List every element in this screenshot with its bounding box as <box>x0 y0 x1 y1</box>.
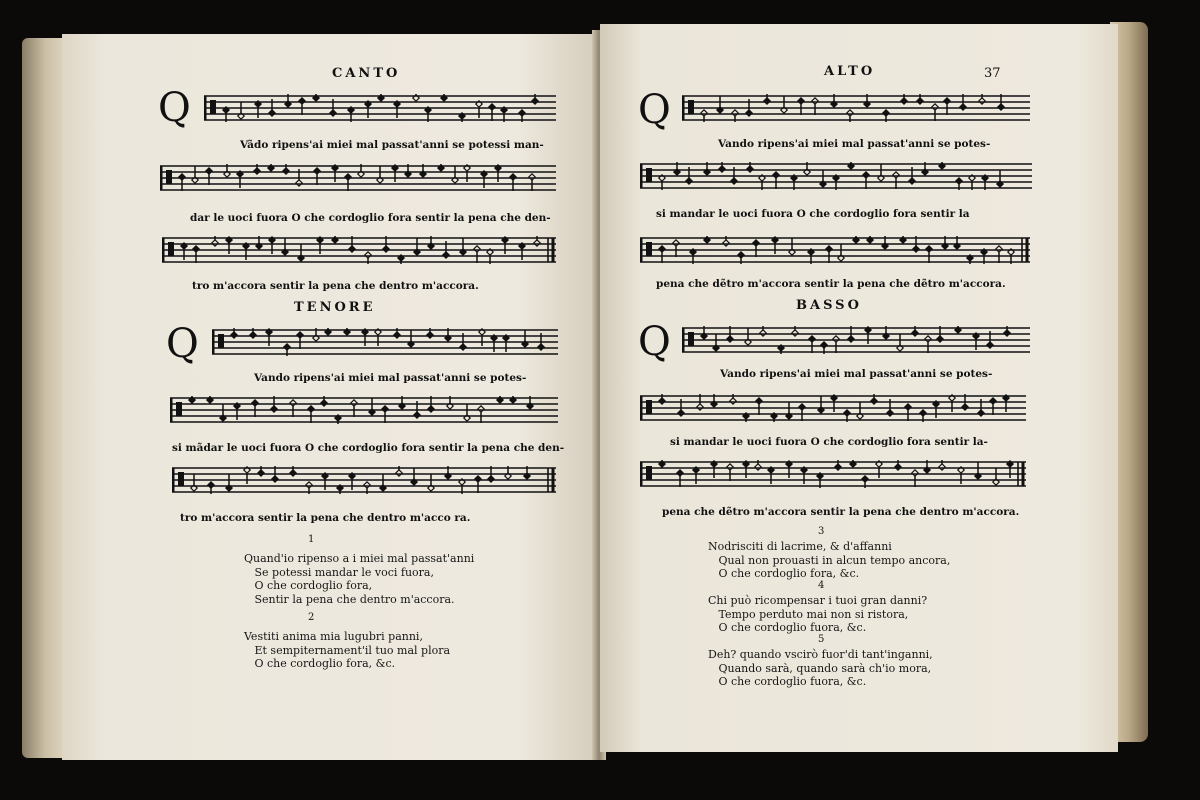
canto-staff-2 <box>160 164 556 192</box>
canto-staff-3 <box>162 236 556 264</box>
stanza-2: Vestiti anima mia lugubri panni, Et sempiternament'il tuo mal plora O che cordoglio fora, &c. <box>244 630 451 670</box>
canto-initial: Q <box>158 85 191 131</box>
basso-initial: Q <box>638 319 671 365</box>
tenore-lyric-line-2: si mãdar le uoci fuora O che cordoglio fora sentir la pena che den- <box>172 442 565 454</box>
alto-lyric-line-2: si mandar le uoci fuora O che cordoglio fora sentir la <box>656 208 970 220</box>
tenore-lyric-line-3: tro m'accora sentir la pena che dentro m'acco ra. <box>180 512 471 524</box>
alto-staff-2 <box>640 162 1032 190</box>
right-page <box>600 24 1118 752</box>
tenore-staff-1 <box>212 328 558 356</box>
stanza-4: Chi può ricompensar i tuoi gran danni? Tempo perduto mai non si ristora, O che cordoglio fuora, &c. <box>708 594 928 634</box>
tenore-staff-3 <box>172 466 556 494</box>
tenore-lyric-line-1: Vando ripens'ai miei mal passat'anni se potes- <box>254 372 527 384</box>
stanza-number-4: 4 <box>818 580 825 591</box>
stanza-number-5: 5 <box>818 634 825 645</box>
alto-staff-3 <box>640 236 1030 264</box>
tenore-title: TENORE <box>294 300 376 315</box>
basso-lyric-line-2: si mandar le uoci fuora O che cordoglio fora sentir la- <box>670 436 988 448</box>
left-page <box>62 34 598 760</box>
stanza-3: Nodrisciti di lacrime, & d'affanni Qual non prouasti in alcun tempo ancora, O che cordoglio fora, &c. <box>708 540 951 580</box>
stanza-5: Deh? quando vscirò fuor'di tant'inganni, Quando sarà, quando sarà ch'io mora, O che cordoglio fuora, &c. <box>708 648 933 688</box>
alto-title: ALTO <box>824 64 876 79</box>
canto-lyric-line-2: dar le uoci fuora O che cordoglio fora sentir la pena che den- <box>190 212 551 224</box>
basso-title: BASSO <box>796 298 862 313</box>
canto-title: CANTO <box>332 66 401 81</box>
tenore-staff-2 <box>170 396 558 424</box>
stanza-1: Quand'io ripenso a i miei mal passat'anni Se potessi mandar le voci fuora, O che cordoglio fora, Sentir la pena che dentro m'accora. <box>244 552 475 606</box>
canto-lyric-line-3: tro m'accora sentir la pena che dentro m'accora. <box>192 280 479 292</box>
alto-lyric-line-3: pena che dẽtro m'accora sentir la pena che dẽtro m'accora. <box>656 278 1006 290</box>
tenore-initial: Q <box>166 321 199 367</box>
basso-staff-2 <box>640 394 1026 422</box>
alto-initial: Q <box>638 87 671 133</box>
basso-staff-1 <box>682 326 1030 354</box>
stanza-number-1: 1 <box>308 534 315 545</box>
page-number: 37 <box>984 66 1001 81</box>
stanza-number-2: 2 <box>308 612 315 623</box>
alto-lyric-line-1: Vando ripens'ai miei mal passat'anni se potes- <box>718 138 991 150</box>
canto-lyric-line-1: Vãdo ripens'ai miei mal passat'anni se potessi man- <box>240 139 544 151</box>
canto-staff-1 <box>204 94 556 122</box>
stanza-number-3: 3 <box>818 526 825 537</box>
basso-lyric-line-1: Vando ripens'ai miei mal passat'anni se potes- <box>720 368 993 380</box>
basso-staff-3 <box>640 460 1026 488</box>
alto-staff-1 <box>682 94 1030 122</box>
basso-lyric-line-3: pena che dẽtro m'accora sentir la pena che dentro m'accora. <box>662 506 1020 518</box>
